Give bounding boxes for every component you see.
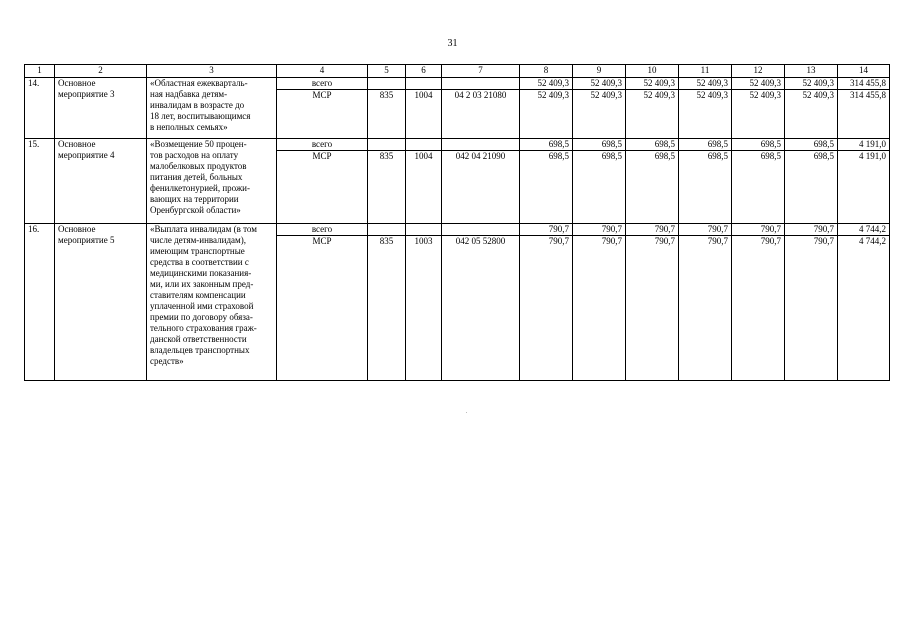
value-cell: 314 455,8 [838,90,890,139]
value-cell: 698,5 [732,151,785,224]
row-number: 14. [25,78,55,139]
value-cell: 698,5 [679,139,732,151]
value-cell: 698,5 [520,139,573,151]
page-number: 31 [447,38,458,49]
value-cell: 4 191,0 [838,151,890,224]
value-cell: 4 191,0 [838,139,890,151]
header-cell: 5 [368,65,406,78]
code-cell: 835 [368,151,406,224]
row-number: 16. [25,224,55,381]
executor-cell: всего [277,78,368,90]
table-row [25,139,890,151]
header-cell: 4 [277,65,368,78]
executor-cell: всего [277,139,368,151]
value-cell: 790,7 [679,236,732,381]
executor-cell: всего [277,224,368,236]
executor-cell: МСР [277,90,368,139]
value-cell: 698,5 [626,139,679,151]
value-cell: 790,7 [679,224,732,236]
code-cell [368,224,406,236]
code-cell [406,224,442,236]
header-cell: 3 [147,65,277,78]
executor-cell: МСР [277,151,368,224]
code-cell: 1004 [406,151,442,224]
header-cell: 10 [626,65,679,78]
value-cell: 52 409,3 [520,78,573,90]
value-cell: 4 744,2 [838,224,890,236]
value-cell: 698,5 [732,139,785,151]
value-cell: 790,7 [785,236,838,381]
measure-type: Основное мероприятие 5 [55,224,147,381]
value-cell: 698,5 [626,151,679,224]
header-cell: 8 [520,65,573,78]
value-cell: 698,5 [520,151,573,224]
value-cell: 52 409,3 [732,90,785,139]
header-cell: 13 [785,65,838,78]
value-cell: 52 409,3 [573,90,626,139]
value-cell: 4 744,2 [838,236,890,381]
value-cell: 698,5 [785,151,838,224]
header-cell: 6 [406,65,442,78]
header-cell: 12 [732,65,785,78]
table-row [25,78,890,90]
code-cell: 04 2 03 21080 [442,90,520,139]
value-cell: 790,7 [785,224,838,236]
value-cell: 52 409,3 [520,90,573,139]
value-cell: 52 409,3 [626,90,679,139]
header-cell: 11 [679,65,732,78]
code-cell [406,139,442,151]
code-cell [442,224,520,236]
code-cell: 1003 [406,236,442,381]
header-row [25,65,890,78]
code-cell: 1004 [406,90,442,139]
value-cell: 52 409,3 [785,78,838,90]
header-cell: 2 [55,65,147,78]
code-cell [368,139,406,151]
executor-cell: МСР [277,236,368,381]
header-cell: 7 [442,65,520,78]
value-cell: 52 409,3 [732,78,785,90]
code-cell: 835 [368,90,406,139]
value-cell: 52 409,3 [626,78,679,90]
scan-speck [466,412,467,413]
measure-name: «Выплата инвалидам (в том числе детям-инвалидам), имеющим транспортные средства в соответствии с медицинскими показания- ми, или их законным пред- ставителям компенсации уплаченной ими страховой премии по договору обяза- тельного страхования граж- данской ответственности владельцев транспортных средств» [147,224,277,381]
value-cell: 790,7 [732,236,785,381]
code-cell: 042 04 21090 [442,151,520,224]
code-cell [406,78,442,90]
value-cell: 790,7 [520,236,573,381]
value-cell: 698,5 [573,139,626,151]
value-cell: 52 409,3 [679,78,732,90]
value-cell: 698,5 [679,151,732,224]
code-cell [368,78,406,90]
measure-type: Основное мероприятие 4 [55,139,147,224]
header-cell: 1 [25,65,55,78]
value-cell: 790,7 [626,224,679,236]
code-cell: 835 [368,236,406,381]
value-cell: 790,7 [520,224,573,236]
value-cell: 698,5 [573,151,626,224]
table-row [25,224,890,236]
measure-name: «Областная ежекварталь- ная надбавка детям- инвалидам в возрасте до 18 лет, воспитывающимся в неполных семьях» [147,78,277,139]
value-cell: 698,5 [785,139,838,151]
value-cell: 52 409,3 [573,78,626,90]
code-cell [442,139,520,151]
value-cell: 790,7 [626,236,679,381]
measure-name: «Возмещение 50 процен- тов расходов на оплату малобелковых продуктов питания детей, больных фенилкетонурией, прожи- вающих на территории Оренбургской области» [147,139,277,224]
code-cell [442,78,520,90]
value-cell: 790,7 [732,224,785,236]
measure-type: Основное мероприятие 3 [55,78,147,139]
value-cell: 314 455,8 [838,78,890,90]
header-cell: 9 [573,65,626,78]
row-number: 15. [25,139,55,224]
value-cell: 52 409,3 [785,90,838,139]
value-cell: 790,7 [573,236,626,381]
budget-table [24,64,890,381]
value-cell: 52 409,3 [679,90,732,139]
value-cell: 790,7 [573,224,626,236]
code-cell: 042 05 52800 [442,236,520,381]
header-cell: 14 [838,65,890,78]
